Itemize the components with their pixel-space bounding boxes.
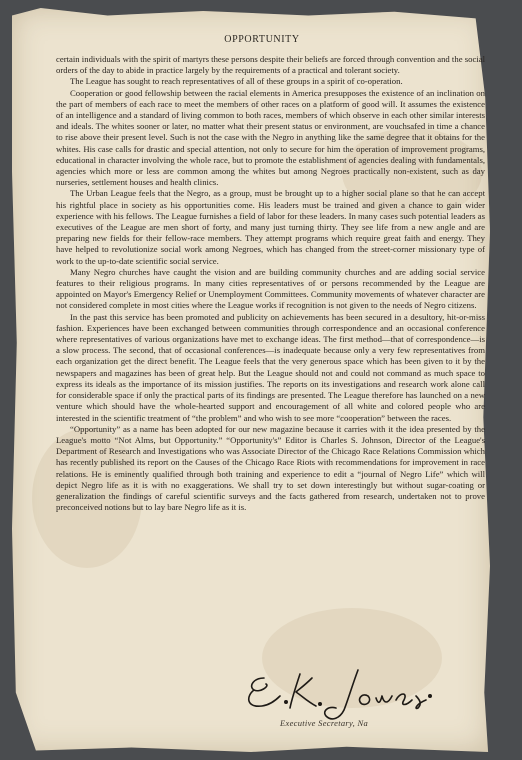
paragraph: In the past this service has been promoted and publicity on achievements has been secured in a desultory, hit-or-miss fashion. Experiences have been exchanged between communities through correspondence and an occasional conference where representatives of various organizations have met to exchange ideas. The first method—that of correspondence—is a slow process. The second, that of occasional conferences—is inadequate because only a very few representatives from each organization get the direct benefit. The League feels that the very generous space which has been given to it by the newspapers and magazines has been of great help. But the League should not and could not command as much space to express its ideals as the importance of its mission justifies. The reports on its investigations and research work alone call for considerable space if only the practical parts of its findings are presented. The League therefore has launched on a new venture which should have the whole-hearted support and encouragement of all white and colored people who are interested in the scientific treatment of “the problem” and who wish to see more “cooperation” between the races. (56, 311, 485, 423)
signer-title: Executive Secretary, Na (280, 718, 369, 728)
paragraph: Many Negro churches have caught the vision and are building community churches and are adding social service features to their religious programs. In many cities representatives of or persons recommended by the League are appointed on Mayor's Emergency Relief or Unemployment Committees. Community movements of whatever character are not considered complete in most cities where the League works if recognition is not given to the needs of Negro citizens. (56, 266, 485, 311)
handwritten-signature (240, 656, 480, 726)
paragraph: The Urban League feels that the Negro, as a group, must be brought up to a higher social plane so that he can accept his rightful place in society as his opportunities come. His leaders must be trained and given a chance to gain wider experience with his fellows. The League furnishes a field of labor for these leaders. In many cases such potential leaders as executives of the League are men short of forty, and many just turning thirty. They see life from a new angle and are preparing new fields for their fellow-race members. They attempt programs which require great faith and energy. They have helped to revolutionize social work among Negroes, which has changed from the street-corner missionary type of work to the up-to-date scientific social service. (56, 188, 485, 266)
paragraph: Cooperation or good fellowship between the racial elements in America presupposes the existence of an inclination on the part of members of each race to meet the members of other races on a platform of good will. It assumes the existence of an intelligence and a standard of living common to both races, members of which observe in each other similar interests and ideals. The whites sooner or later, no matter what their present status or environment, are vouchsafed in time a chance to rise above their present level. Such is not the case with the Negro in anything like the same degree that it obtains for the whites. His case calls for drastic and special attention, not only to secure for him the operation of improvement programs, educational in character involving the whole race, but to promote the establishment of agencies dealing with fundamentals, agencies which more or less are common among the whites but among Negroes practically non-existent, such as day nurseries, settlement houses and health clinics. (56, 87, 485, 188)
paragraph: certain individuals with the spirit of martyrs these persons despite their beliefs are forced through convention and the social orders of the day to abide in practice largely by the requirements of a practical and tolerant society. (56, 54, 485, 76)
paragraph: The League has sought to reach representatives of all of these groups in a spirit of co-operation. (70, 76, 403, 87)
paragraph: “Opportunity” as a name has been adopted for our new magazine because it carries with it the idea presented by the League's motto “Not Alms, but Opportunity.” “Opportunity's” Editor is Charles S. Johnson, Director of the League's Department of Research and Investigations who was Associate Director of the Chicago Race Relations Commission which has recently published its report on the Causes of the Chicago Race Riots with recommendations for improvement in race relations. He is eminently qualified through both training and experience to edit a “journal of Negro Life” which will depict Negro life as it is with no exaggerations. We shall try to set down interestingly but without sugar-coating or generalization the findings of careful scientific surveys and the facts gathered from research, undertaken not to prove preconceived notions but to lay bare Negro life as it is. (56, 423, 485, 513)
article-body (56, 54, 485, 513)
signature-icon (240, 656, 480, 726)
running-head: OPPORTUNITY (224, 34, 300, 45)
